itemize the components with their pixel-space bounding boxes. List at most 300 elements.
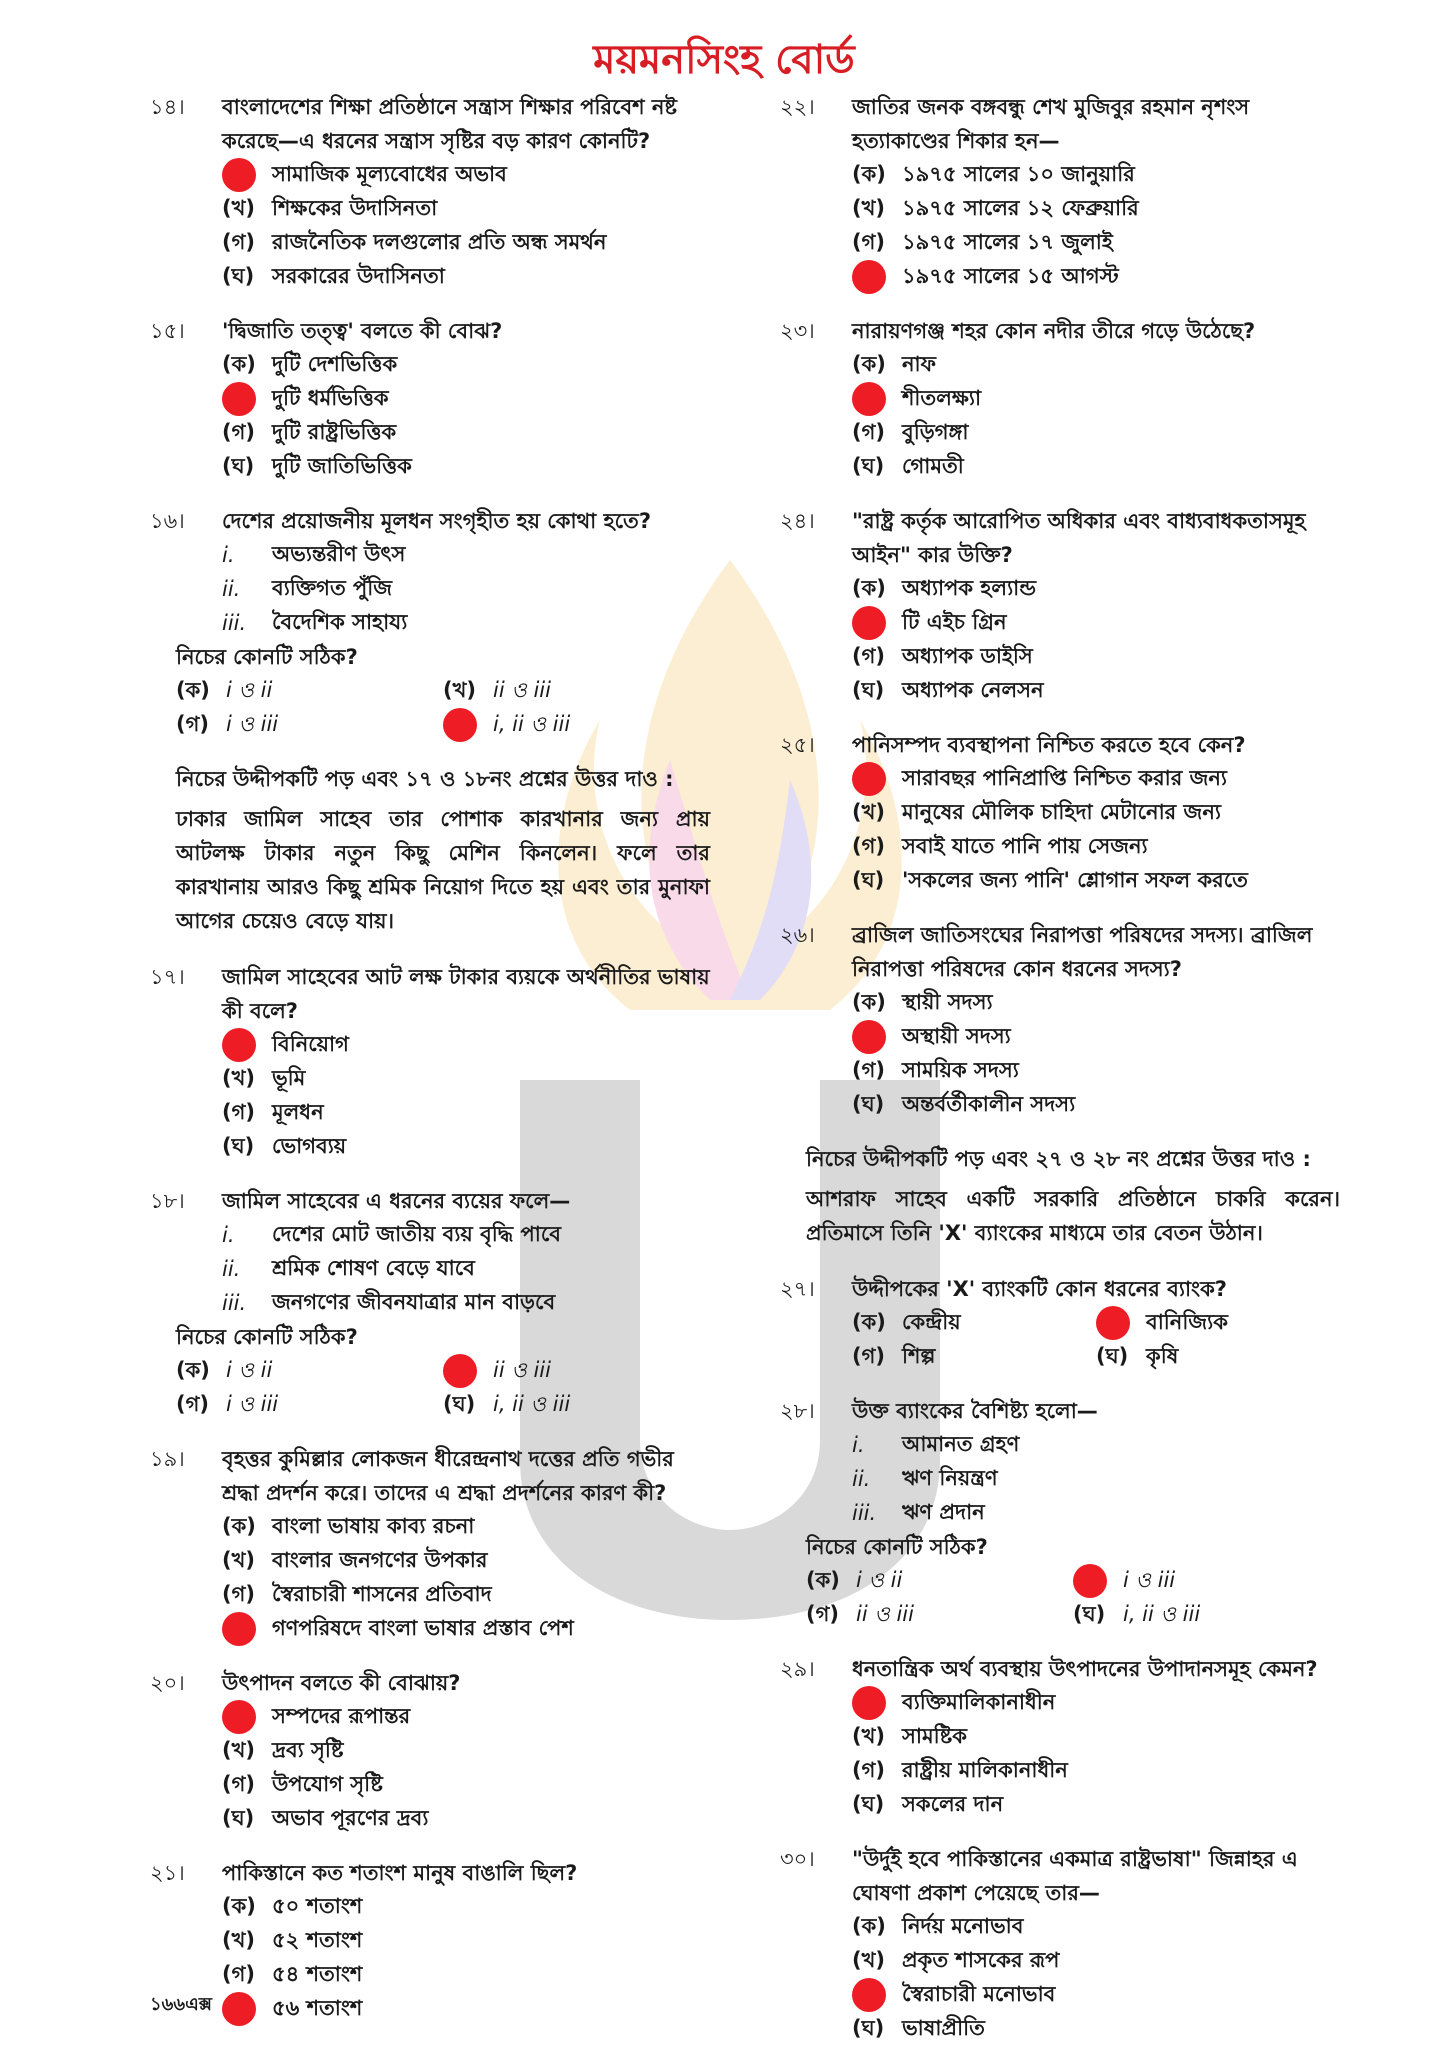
option-text: ii ও iii <box>493 1357 551 1382</box>
option-label: (ঘ) <box>852 2015 885 2040</box>
option-label: (ঘ) <box>222 453 255 478</box>
statement-numeral: i. <box>222 1223 235 1247</box>
answer-option[interactable] <box>222 348 710 382</box>
statement-numeral: i. <box>222 543 235 567</box>
option-text: সারাবছর পানিপ্রাপ্তি নিশ্চিত করার জন্য <box>902 765 1227 790</box>
option-text: সাময়িক সদস্য <box>902 1057 1019 1082</box>
question-header <box>780 728 1340 762</box>
answer-option[interactable] <box>852 348 1340 382</box>
question-text: জামিল সাহেবের আট লক্ষ টাকার ব্যয়কে অর্থনীতির ভাষায় কী বলে? <box>222 965 710 1023</box>
question-block <box>150 960 710 1164</box>
answer-option[interactable] <box>1073 1564 1340 1598</box>
option-list <box>150 348 710 484</box>
option-label <box>222 382 272 416</box>
option-label: (গ) <box>222 419 255 444</box>
option-text: ১৯৭৫ সালের ১৭ জুলাই <box>902 229 1113 254</box>
option-text: i ও iii <box>226 1391 279 1416</box>
option-text: i, ii ও iii <box>1123 1601 1201 1626</box>
question-block <box>150 1442 710 1646</box>
question-block <box>780 1842 1340 2046</box>
option-grid <box>780 1564 1340 1632</box>
option-label: (ঘ) <box>1073 1601 1106 1626</box>
stimulus-instruction: নিচের উদ্দীপকটি পড় এবং ১৭ ও ১৮নং প্রশ্নের উত্তর দাও : <box>176 767 674 791</box>
statement-text: ঋণ প্রদান <box>902 1499 985 1524</box>
option-label: (গ) <box>852 643 885 668</box>
option-text: রাজনৈতিক দলগুলোর প্রতি অন্ধ সমর্থন <box>272 229 607 254</box>
which-correct-prompt: নিচের কোনটি সঠিক? <box>176 645 358 669</box>
answer-option[interactable] <box>176 708 443 742</box>
option-text: ভূমি <box>272 1065 306 1090</box>
question-text: ব্রাজিল জাতিসংঘের নিরাপত্তা পরিষদের সদস্য। ব্রাজিল নিরাপত্তা পরিষদের কোন ধরনের সদস্য? <box>852 923 1313 981</box>
answer-option[interactable] <box>176 674 443 708</box>
statement-item <box>222 1252 710 1286</box>
answer-mark-icon <box>222 158 256 192</box>
question-text: বৃহত্তর কুমিল্লার লোকজন ধীরেন্দ্রনাথ দত্তের প্রতি গভীর শ্রদ্ধা প্রদর্শন করে। তাদের এ শ্রদ্ধা প্রদর্শনের কারণ কী? <box>222 1447 674 1505</box>
answer-mark-icon <box>852 1978 886 2012</box>
question-header <box>150 1442 710 1510</box>
statement-numeral: ii. <box>222 1257 241 1281</box>
answer-option[interactable] <box>222 1768 710 1802</box>
option-label <box>222 1700 272 1734</box>
statement-text: জনগণের জীবনযাত্রার মান বাড়বে <box>272 1289 556 1314</box>
option-label: (ঘ) <box>1096 1343 1129 1368</box>
statement-numeral: ii. <box>852 1467 871 1491</box>
question-text: 'দ্বিজাতি তত্ত্ব' বলতে কী বোঝ? <box>222 319 503 343</box>
statement-numeral: iii. <box>222 1291 247 1315</box>
answer-option[interactable] <box>852 1306 1096 1340</box>
option-list <box>150 1028 710 1164</box>
statement-item <box>222 1286 710 1320</box>
option-text: গোমতী <box>902 453 964 478</box>
question-block <box>150 1856 710 2026</box>
question-header <box>150 1184 710 1218</box>
option-label: (গ) <box>176 711 209 736</box>
option-text: উপযোগ সৃষ্টি <box>272 1771 383 1796</box>
option-label: (গ) <box>222 1961 255 1986</box>
answer-mark-icon <box>852 606 886 640</box>
answer-option[interactable] <box>222 1062 710 1096</box>
statement-numeral: iii. <box>222 611 247 635</box>
stimulus-text: ঢাকার জামিল সাহেব তার পোশাক কারখানার জন্য প্রায় আটলক্ষ টাকার নতুন কিছু মেশিন কিনলেন। ফলে তার কারখানায় আরও কিছু শ্রমিক নিয়োগ দিতে হয় এবং তার মুনাফা আগের চেয়েও বেড়ে যায়। <box>176 807 710 933</box>
stimulus-instruction: নিচের উদ্দীপকটি পড় এবং ২৭ ও ২৮ নং প্রশ্নের উত্তর দাও : <box>806 1147 1311 1171</box>
option-text: শিল্প <box>902 1343 936 1368</box>
answer-option[interactable] <box>852 674 1340 708</box>
question-number: ২২। <box>780 95 815 119</box>
answer-option[interactable] <box>176 1354 443 1388</box>
answer-option[interactable] <box>852 606 1340 640</box>
option-text: শিক্ষকের উদাসিনতা <box>272 195 438 220</box>
answer-option[interactable] <box>852 192 1340 226</box>
question-block <box>150 1666 710 1836</box>
question-number: ৩০। <box>780 1847 815 1871</box>
option-label: (ঘ) <box>852 453 885 478</box>
answer-option[interactable] <box>852 158 1340 192</box>
answer-option[interactable] <box>852 1910 1340 1944</box>
option-label: (ক) <box>852 161 886 186</box>
option-text: 'সকলের জন্য পানি' শ্লোগান সফল করতে <box>902 867 1248 892</box>
which-correct-prompt: নিচের কোনটি সঠিক? <box>806 1535 988 1559</box>
option-text: কেন্দ্রীয় <box>902 1309 961 1334</box>
page-title: ময়মনসিংহ বোর্ড <box>593 37 855 83</box>
answer-option[interactable] <box>852 1088 1340 1122</box>
option-list <box>780 1686 1340 1822</box>
answer-option[interactable] <box>852 450 1340 484</box>
answer-mark-icon <box>222 382 256 416</box>
option-label: (ঘ) <box>852 1791 885 1816</box>
answer-mark-icon <box>222 1612 256 1646</box>
option-text: i, ii ও iii <box>493 1391 571 1416</box>
answer-option[interactable] <box>1073 1598 1340 1632</box>
option-label: (ঘ) <box>443 1391 476 1416</box>
option-label: (গ) <box>852 1343 885 1368</box>
question-number: ১৮। <box>150 1189 185 1213</box>
option-text: i ও iii <box>1123 1567 1176 1592</box>
option-label: (খ) <box>852 799 885 824</box>
question-number: ২৯। <box>780 1657 815 1681</box>
question-text: পানিসম্পদ ব্যবস্থাপনা নিশ্চিত করতে হবে কেন? <box>852 733 1246 757</box>
answer-mark-icon <box>1096 1306 1130 1340</box>
option-label: (গ) <box>222 229 255 254</box>
answer-option[interactable] <box>222 382 710 416</box>
option-list <box>780 572 1340 708</box>
option-text: সম্পদের রূপান্তর <box>272 1703 411 1728</box>
option-label <box>852 1020 902 1054</box>
left-column <box>150 90 710 2046</box>
option-label: (ক) <box>222 1893 256 1918</box>
answer-mark-icon <box>222 1028 256 1062</box>
question-header <box>780 1652 1340 1686</box>
question-header <box>150 504 710 538</box>
question-block <box>780 728 1340 898</box>
option-label: (গ) <box>852 833 885 858</box>
option-text: স্বৈরাচারী শাসনের প্রতিবাদ <box>272 1581 492 1606</box>
question-block <box>150 1184 710 1422</box>
option-label: (খ) <box>852 195 885 220</box>
question-number: ১৬। <box>150 509 185 533</box>
answer-option[interactable] <box>806 1598 1073 1632</box>
answer-option[interactable] <box>222 1578 710 1612</box>
statement-list <box>780 1428 1340 1530</box>
statement-item <box>222 606 710 640</box>
statement-list <box>150 538 710 640</box>
option-label: (খ) <box>443 677 476 702</box>
question-header <box>780 918 1340 986</box>
option-text: অধ্যাপক হল্যান্ড <box>902 575 1037 600</box>
answer-option[interactable] <box>222 1612 710 1646</box>
question-number: ১৭। <box>150 965 185 989</box>
answer-option[interactable] <box>806 1564 1073 1598</box>
option-label <box>852 1686 902 1720</box>
option-list <box>780 1910 1340 2046</box>
option-label: (গ) <box>852 1757 885 1782</box>
option-text: নির্দয় মনোভাব <box>902 1913 1024 1938</box>
option-grid <box>780 1306 1340 1374</box>
question-number: ২৪। <box>780 509 815 533</box>
option-label: (গ) <box>852 419 885 444</box>
question-header <box>780 504 1340 572</box>
option-label: (ক) <box>176 1357 210 1382</box>
question-header <box>780 314 1340 348</box>
answer-option[interactable] <box>443 1388 710 1422</box>
question-header <box>780 1394 1340 1428</box>
question-block <box>780 918 1340 1122</box>
answer-option[interactable] <box>852 796 1340 830</box>
option-list <box>780 348 1340 484</box>
option-text: i ও ii <box>226 1357 273 1382</box>
answer-option[interactable] <box>222 158 710 192</box>
answer-mark-icon <box>852 762 886 796</box>
question-text: "উর্দুই হবে পাকিস্তানের একমাত্র রাষ্ট্রভাষা" জিন্নাহর এ ঘোষণা প্রকাশ পেয়েছে তার— <box>852 1847 1298 1905</box>
answer-option[interactable] <box>222 1544 710 1578</box>
option-label <box>222 1028 272 1062</box>
option-text: অন্তর্বর্তীকালীন সদস্য <box>902 1091 1076 1116</box>
answer-option[interactable] <box>852 416 1340 450</box>
answer-option[interactable] <box>222 1700 710 1734</box>
option-text: ৫৪ শতাংশ <box>272 1961 363 1986</box>
answer-option[interactable] <box>222 450 710 484</box>
answer-option[interactable] <box>852 572 1340 606</box>
answer-option[interactable] <box>852 762 1340 796</box>
option-label <box>852 382 902 416</box>
question-number: ২৭। <box>780 1277 815 1301</box>
option-text: দুটি দেশভিত্তিক <box>272 351 398 376</box>
statement-text: শ্রমিক শোষণ বেড়ে যাবে <box>272 1255 475 1280</box>
option-label <box>443 708 493 742</box>
question-number: ১৪। <box>150 95 185 119</box>
answer-option[interactable] <box>443 1354 710 1388</box>
answer-option[interactable] <box>443 708 710 742</box>
option-text: বাংলা ভাষায় কাব্য রচনা <box>272 1513 475 1538</box>
answer-option[interactable] <box>222 1802 710 1836</box>
option-grid <box>150 674 710 742</box>
answer-mark-icon <box>443 1354 477 1388</box>
option-list <box>150 1890 710 2026</box>
answer-option[interactable] <box>852 1754 1340 1788</box>
option-label: (গ) <box>806 1601 839 1626</box>
answer-option[interactable] <box>222 192 710 226</box>
answer-option[interactable] <box>1096 1306 1340 1340</box>
answer-option[interactable] <box>852 1020 1340 1054</box>
which-correct-prompt: নিচের কোনটি সঠিক? <box>176 1325 358 1349</box>
answer-option[interactable] <box>852 260 1340 294</box>
statement-text: দেশের মোট জাতীয় ব্যয় বৃদ্ধি পাবে <box>272 1221 561 1246</box>
option-text: ব্যক্তিমালিকানাধীন <box>902 1689 1056 1714</box>
option-label: (গ) <box>222 1771 255 1796</box>
option-label: (ক) <box>852 1913 886 1938</box>
option-text: সকলের দান <box>902 1791 1004 1816</box>
option-text: ii ও iii <box>493 677 551 702</box>
statement-item <box>222 538 710 572</box>
answer-mark-icon <box>852 1686 886 1720</box>
answer-option[interactable] <box>852 1686 1340 1720</box>
question-number: ২৩। <box>780 319 815 343</box>
option-text: সবাই যাতে পানি পায় সেজন্য <box>902 833 1148 858</box>
answer-option[interactable] <box>852 864 1340 898</box>
option-text: i ও iii <box>226 711 279 736</box>
statement-item <box>222 572 710 606</box>
option-list <box>150 1510 710 1646</box>
answer-option[interactable] <box>176 1388 443 1422</box>
option-label: (খ) <box>222 1927 255 1952</box>
statement-text: বৈদেশিক সাহায্য <box>272 609 408 634</box>
question-block <box>150 504 710 742</box>
option-label: (ঘ) <box>222 1805 255 1830</box>
option-text: রাষ্ট্রীয় মালিকানাধীন <box>902 1757 1068 1782</box>
option-label: (ক) <box>852 351 886 376</box>
option-label: (ঘ) <box>852 867 885 892</box>
answer-option[interactable] <box>1096 1340 1340 1374</box>
question-text: উক্ত ব্যাংকের বৈশিষ্ট্য হলো— <box>852 1399 1098 1423</box>
answer-option[interactable] <box>222 1890 710 1924</box>
question-header <box>780 1272 1340 1306</box>
option-label: (ক) <box>852 1309 886 1334</box>
question-text: "রাষ্ট্র কর্তৃক আরোপিত অধিকার এবং বাধ্যবাধকতাসমূহ আইন" কার উক্তি? <box>852 509 1306 567</box>
answer-option[interactable] <box>222 1096 710 1130</box>
answer-option[interactable] <box>852 2012 1340 2046</box>
page-number: ১৬৬এক্স <box>150 1994 213 2015</box>
option-label: (ক) <box>176 677 210 702</box>
answer-option[interactable] <box>852 1720 1340 1754</box>
option-text: স্বৈরাচারী মনোভাব <box>902 1981 1056 2006</box>
option-text: টি এইচ গ্রিন <box>902 609 1007 634</box>
option-label: (খ) <box>852 1723 885 1748</box>
question-header <box>150 90 710 158</box>
question-block <box>780 1272 1340 1374</box>
answer-option[interactable] <box>222 1924 710 1958</box>
option-label: (ক) <box>222 351 256 376</box>
question-block <box>150 314 710 484</box>
option-grid <box>150 1354 710 1422</box>
answer-mark-icon <box>1073 1564 1107 1598</box>
option-text: ii ও iii <box>856 1601 914 1626</box>
option-text: i, ii ও iii <box>493 711 571 736</box>
option-label <box>222 158 272 192</box>
answer-option[interactable] <box>852 1788 1340 1822</box>
option-text: স্থায়ী সদস্য <box>902 989 993 1014</box>
option-text: ১৯৭৫ সালের ১২ ফেব্রুয়ারি <box>902 195 1139 220</box>
answer-option[interactable] <box>852 1944 1340 1978</box>
question-header <box>150 1666 710 1700</box>
option-label: (গ) <box>852 229 885 254</box>
stimulus-text: আশরাফ সাহেব একটি সরকারি প্রতিষ্ঠানে চাকরি করেন। প্রতিমাসে তিনি 'X' ব্যাংকের মাধ্যমে তার বেতন উঠান। <box>806 1187 1340 1245</box>
option-label: (ক) <box>806 1567 840 1592</box>
question-text: জামিল সাহেবের এ ধরনের ব্যয়ের ফলে— <box>222 1189 571 1213</box>
statement-numeral: iii. <box>852 1501 877 1525</box>
answer-option[interactable] <box>222 1028 710 1062</box>
statement-text: ব্যক্তিগত পুঁজি <box>272 575 393 600</box>
option-label <box>1096 1306 1146 1340</box>
statement-list <box>150 1218 710 1320</box>
question-block <box>780 504 1340 708</box>
question-number: ২১। <box>150 1861 185 1885</box>
option-label: (ক) <box>222 1513 256 1538</box>
answer-option[interactable] <box>852 382 1340 416</box>
answer-option[interactable] <box>852 640 1340 674</box>
option-label: (গ) <box>176 1391 209 1416</box>
statement-text: অভ্যন্তরীণ উৎস <box>272 541 406 566</box>
question-text: জাতির জনক বঙ্গবন্ধু শেখ মুজিবুর রহমান নৃশংস হত্যাকাণ্ডের শিকার হন— <box>852 95 1250 153</box>
option-label: (গ) <box>852 1057 885 1082</box>
question-header <box>150 314 710 348</box>
option-text: অভাব পূরণের দ্রব্য <box>272 1805 429 1830</box>
option-text: কৃষি <box>1146 1343 1179 1368</box>
option-label <box>852 260 902 294</box>
option-label: (ঘ) <box>852 677 885 702</box>
option-text: ১৯৭৫ সালের ১৫ আগস্ট <box>902 263 1119 288</box>
option-text: বানিজ্যিক <box>1146 1309 1228 1334</box>
answer-option[interactable] <box>852 986 1340 1020</box>
option-text: মূলধন <box>272 1099 324 1124</box>
option-text: ভোগব্যয় <box>272 1133 347 1158</box>
option-list <box>780 762 1340 898</box>
option-text: অধ্যাপক নেলসন <box>902 677 1044 702</box>
answer-option[interactable] <box>852 1340 1096 1374</box>
option-text: ৫০ শতাংশ <box>272 1893 363 1918</box>
option-label: (ঘ) <box>222 263 255 288</box>
question-number: ২৫। <box>780 733 815 757</box>
option-list <box>780 986 1340 1122</box>
question-text: উদ্দীপকের 'X' ব্যাংকটি কোন ধরনের ব্যাংক? <box>852 1277 1227 1301</box>
option-label <box>443 1354 493 1388</box>
answer-option[interactable] <box>852 1978 1340 2012</box>
question-text: ধনতান্ত্রিক অর্থ ব্যবস্থায় উৎপাদনের উপাদানসমূহ কেমন? <box>852 1657 1318 1681</box>
question-header <box>780 1842 1340 1910</box>
answer-mark-icon <box>443 708 477 742</box>
option-text: ১৯৭৫ সালের ১০ জানুয়ারি <box>902 161 1135 186</box>
option-text: সরকারের উদাসিনতা <box>272 263 445 288</box>
answer-option[interactable] <box>852 226 1340 260</box>
answer-option[interactable] <box>222 226 710 260</box>
question-text: দেশের প্রয়োজনীয় মূলধন সংগৃহীত হয় কোথা হতে? <box>222 509 651 533</box>
question-header <box>780 90 1340 158</box>
question-block <box>150 90 710 294</box>
option-label: (খ) <box>852 1947 885 1972</box>
option-text: ভাষাপ্রীতি <box>902 2015 985 2040</box>
option-label <box>222 1992 272 2026</box>
option-label: (খ) <box>222 1547 255 1572</box>
option-text: দুটি রাষ্ট্রভিত্তিক <box>272 419 397 444</box>
statement-numeral: ii. <box>222 577 241 601</box>
option-text: মানুষের মৌলিক চাহিদা মেটানোর জন্য <box>902 799 1221 824</box>
answer-option[interactable] <box>222 1510 710 1544</box>
option-text: দ্রব্য সৃষ্টি <box>272 1737 344 1762</box>
option-text: i ও ii <box>856 1567 903 1592</box>
right-column <box>780 90 1340 2066</box>
question-block <box>780 314 1340 484</box>
answer-option[interactable] <box>852 1054 1340 1088</box>
option-text: শীতলক্ষ্যা <box>902 385 982 410</box>
answer-option[interactable] <box>222 1958 710 1992</box>
answer-option[interactable] <box>222 416 710 450</box>
answer-option[interactable] <box>222 1992 710 2026</box>
answer-option[interactable] <box>222 1734 710 1768</box>
answer-option[interactable] <box>443 674 710 708</box>
answer-option[interactable] <box>852 830 1340 864</box>
question-text: নারায়ণগঞ্জ শহর কোন নদীর তীরে গড়ে উঠেছে? <box>852 319 1256 343</box>
question-block <box>780 1652 1340 1822</box>
option-text: অধ্যাপক ডাইসি <box>902 643 1033 668</box>
option-label <box>222 1612 272 1646</box>
answer-option[interactable] <box>222 1130 710 1164</box>
option-label: (ক) <box>852 989 886 1014</box>
option-text: সামষ্টিক <box>902 1723 967 1748</box>
option-text: দুটি ধর্মভিত্তিক <box>272 385 389 410</box>
option-label <box>1073 1564 1123 1598</box>
answer-option[interactable] <box>222 260 710 294</box>
question-block <box>780 90 1340 294</box>
option-label: (ঘ) <box>222 1133 255 1158</box>
question-text: উৎপাদন বলতে কী বোঝায়? <box>222 1671 461 1695</box>
